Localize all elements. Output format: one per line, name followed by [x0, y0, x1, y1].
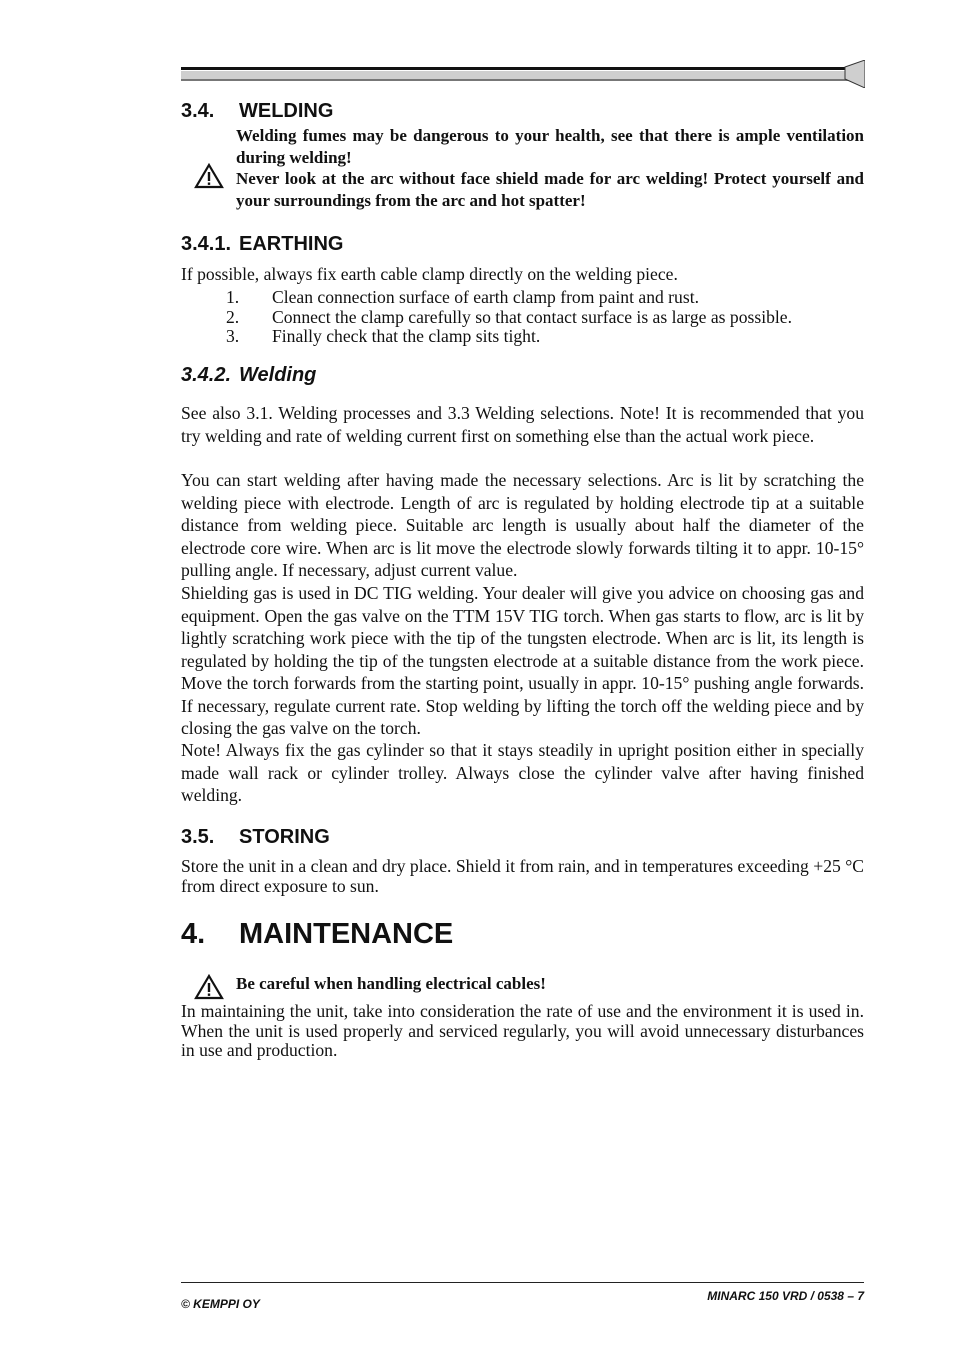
header-bar — [181, 60, 865, 88]
list-item: 2. Connect the clamp carefully so that contact surface is as large as possible. — [226, 306, 792, 327]
list-item: 3. Finally check that the clamp sits tight. — [226, 326, 541, 347]
section-3-4-heading: 3.4. WELDING — [181, 100, 334, 122]
welding-para-1: See also 3.1. Welding processes and 3.3 Welding selections. Note! It is recommended that you try welding and rate of welding current first on something else than the actual work piece. — [181, 403, 864, 446]
section-3-4-1-heading: 3.4.1. EARTHING — [181, 233, 344, 255]
section-3-5-heading: 3.5. STORING — [181, 826, 330, 848]
section-4-heading: 4. MAINTENANCE — [181, 918, 454, 950]
earthing-intro: If possible, always fix earth cable clamp directly on the welding piece. — [181, 264, 678, 284]
storing-text: Store the unit in a clean and dry place. Shield it from rain, and in temperatures exceeding +25 °C from direct exposure to sun. — [181, 856, 864, 896]
warning-triangle-icon — [194, 974, 224, 1000]
warning-cables: Be careful when handling electrical cables! — [236, 974, 546, 993]
footer-rule — [181, 1282, 864, 1283]
welding-para-2: You can start welding after having made the necessary selections. Arc is lit by scratching the welding piece with electrode. Length of arc is regulated by holding electrode tip at a suitable distance from welding piece. Suitable arc length is usually about half the diameter of the electrode core wire. When arc is lit move the electrode slowly forwards tilting it to appr. 10-15° pulling angle. If necessary, adjust current value. — [181, 470, 864, 580]
maintenance-text: In maintaining the unit, take into consideration the rate of use and the environment it is used in. When the unit is used properly and serviced regularly, you will avoid unnecessary disturbances in use and production. — [181, 1001, 864, 1060]
section-3-4-2-heading: 3.4.2. Welding — [181, 364, 317, 386]
list-item: 1. Clean connection surface of earth clamp from paint and rust. — [226, 287, 699, 307]
earthing-steps — [181, 288, 864, 347]
warning-arc: Never look at the arc without face shield made for arc welding! Protect yourself and your surroundings from the arc and hot spatter! — [236, 169, 864, 210]
welding-para-3: Shielding gas is used in DC TIG welding. Your dealer will give you advice on choosing gas and equipment. Open the gas valve on the TTM 15V TIG torch. When gas starts to flow, arc is lit by lightly scratching work piece with the tip of the tungsten electrode. When arc is lit, its length is regulated by holding the tip of the tungsten electrode at a suitable distance from the work piece. Move the torch forwards from the starting point, usually in appr. 10-15° pushing angle forwards. If necessary, regulate current rate. Stop welding by lifting the torch off the welding piece and by closing the gas valve on the torch. — [181, 583, 864, 738]
footer-copyright: © KEMPPI OY — [181, 1297, 260, 1311]
welding-para-4: Note! Always fix the gas cylinder so that it stays steadily in upright position either in specially made wall rack or cylinder trolley. Always close the cylinder valve after having finished welding. — [181, 740, 864, 805]
warning-fumes: Welding fumes may be dangerous to your health, see that there is ample ventilation during welding! — [236, 126, 864, 167]
warning-triangle-icon — [194, 163, 224, 189]
footer-page-info: MINARC 150 VRD / 0538 – 7 — [707, 1289, 864, 1303]
